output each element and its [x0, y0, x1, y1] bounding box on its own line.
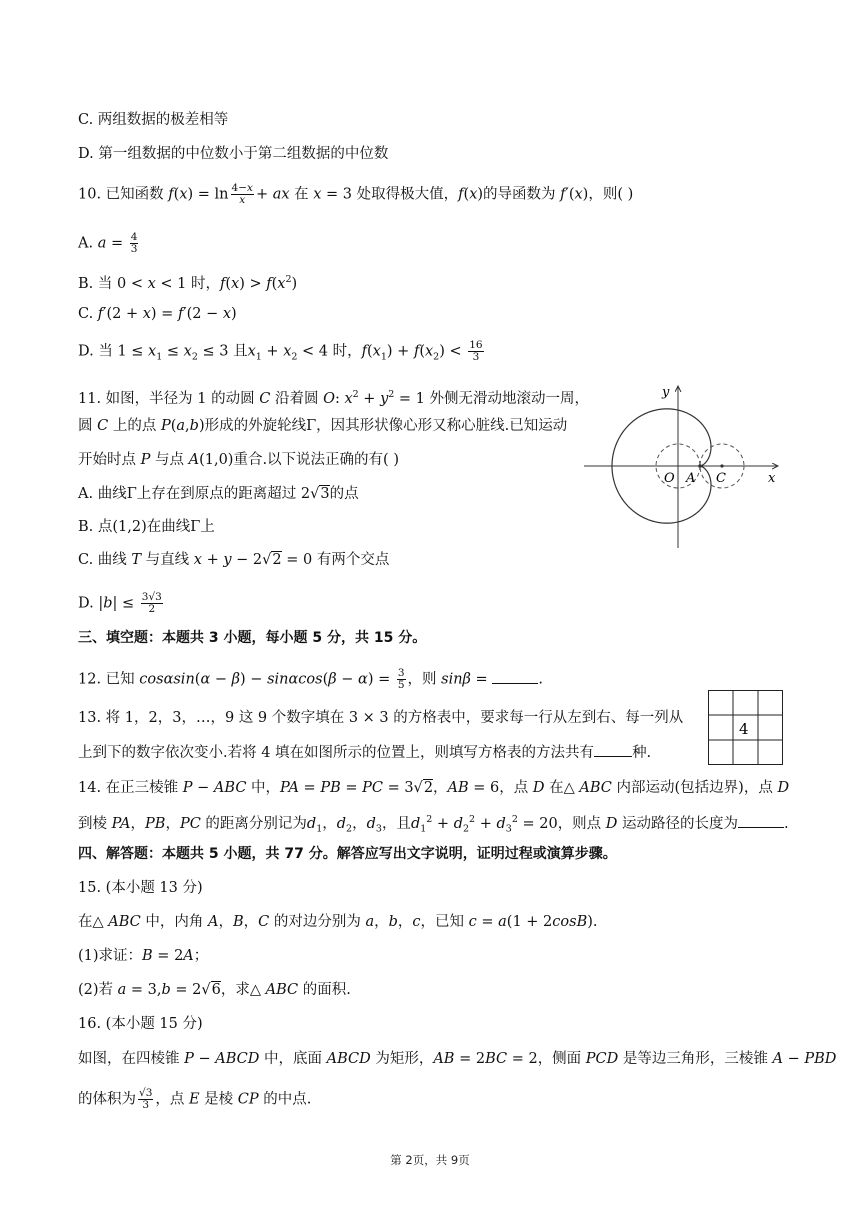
q14-answer-blank[interactable] [738, 813, 784, 828]
q10-stem: 10. 已知函数 f(x) = ln $\frac{4-x}{x}$ + ax 在 x = 3 处取得极大值，f(x)的导函数为 f′(x)，则( ) [78, 182, 634, 206]
q13-line2: 上到下的数字依次变小.若将 4 填在如图所示的位置上，则填写方格表的方法共有 种. [78, 742, 651, 763]
q9-option-c-text: C. 两组数据的极差相等 [78, 112, 229, 128]
q11-line2: 圆 C 上的点 P(a,b)形成的外旋轮线Γ，因其形状像心形又称心脏线.已知运动 [78, 418, 568, 434]
q12: 12. 已知 cosαsin(α − β) − sinαcos(β − α) = $\frac{3}{5}$ ，则 sinβ = . [78, 667, 543, 691]
x-label: x [768, 471, 776, 486]
q10-option-d: D. 当 $1 \le x_1 \le x_2 \le 3$ 且$x_1 + x_2 < 4$ 时，$f(x_1) + f(x_2)$ < $\frac{16}{3}$ [78, 339, 483, 363]
q11-option-c: C. 曲线 T 与直线 x + y − 2√2 = 0 有两个交点 [78, 552, 390, 568]
q9-option-c [78, 110, 228, 130]
section-3-heading: 三、填空题：本题共 3 小题，每小题 5 分，共 15 分。 [78, 630, 427, 646]
q16-head: 16. (本小题 15 分) [78, 1016, 203, 1032]
label-c: C [716, 471, 726, 486]
grid-3x3 [708, 690, 783, 765]
q12-answer-blank[interactable] [492, 669, 538, 684]
point-a [698, 464, 702, 468]
label-o: O [664, 471, 675, 486]
q11-line1: 11. 如图，半径为 1 的动圆 C 沿着圆 O: $x^2 + y^2 = 1$ 外侧无滑动地滚动一周， [78, 389, 590, 407]
label-a: A [686, 471, 696, 486]
grid-cell-4: 4 [739, 720, 749, 738]
q10-frac: $\frac{4-x}{x}$ [231, 182, 253, 206]
point-c [720, 464, 723, 467]
q13-line1: 13. 将 1，2，3，…，9 这 9 个数字填在 3 × 3 的方格表中，要求每一行从左到右、每一列从 [78, 710, 684, 726]
q15-head: 15. (本小题 13 分) [78, 880, 203, 896]
q14-line2: 到棱 PA，PB，PC 的距离分别记为$d_1$，$d_2$，$d_3$，且$d_1^2 + d_2^2 + d_3^2 = 20$，则点 D 运动路径的长度为 . [78, 814, 789, 835]
q13-answer-blank[interactable] [594, 742, 632, 757]
q15-line1: 在△ ABC 中，内角 A，B，C 的对边分别为 a，b，c，已知 c = a(1 + 2cosB). [78, 914, 598, 930]
q10-option-c: C. f′(2 + x) = f′(2 − x) [78, 306, 237, 322]
q11-line3: 开始时点 P 与点 A(1,0)重合.以下说法正确的有( ) [78, 452, 399, 468]
section-4-heading: 四、解答题：本题共 5 小题，共 77 分。解答应写出文字说明，证明过程或演算步骤。 [78, 846, 617, 862]
y-label: y [662, 385, 670, 400]
q10-stem-text: 10. 已知函数 [78, 186, 169, 203]
q14-line1: 14. 在正三棱锥 P − ABC 中，PA = PB = PC = 3√2，AB = 6，点 D 在△ ABC 内部运动(包括边界)，点 D [78, 780, 790, 796]
q10-func-expr: f [168, 186, 174, 203]
q10-option-b: B. 当 0 < x < 1 时，$f(x) > f(x^2)$ [78, 274, 298, 292]
q16-line1: 如图，在四棱锥 P − ABCD 中，底面 ABCD 为矩形，AB = 2BC = 2，侧面 PCD 是等边三角形，三棱锥 A − PBD [78, 1051, 837, 1067]
cardioid-figure [582, 380, 782, 550]
q9-option-d-text: D. 第一组数据的中位数小于第二组数据的中位数 [78, 146, 389, 162]
q16-line2: 的体积为 $\frac{√3}{3}$ ，点 E 是棱 CP 的中点. [78, 1087, 312, 1111]
q15-part1: (1)求证：B = 2A； [78, 948, 209, 964]
q11-option-d: D. |b| ≤ $\frac{3√3}{2}$ [78, 591, 162, 615]
q15-part2: (2)若 a = 3,b = 2√6，求△ ABC 的面积. [78, 982, 351, 998]
page-footer: 第 2页，共 9页 [390, 1153, 470, 1167]
q9-option-d [78, 144, 388, 164]
q11-option-b: B. 点(1,2)在曲线Γ上 [78, 519, 215, 535]
q10-option-a: A. a = $\frac{4}{3}$ [78, 231, 138, 255]
q11-option-a: A. 曲线Γ上存在到原点的距离超过 2√3的点 [78, 486, 359, 502]
